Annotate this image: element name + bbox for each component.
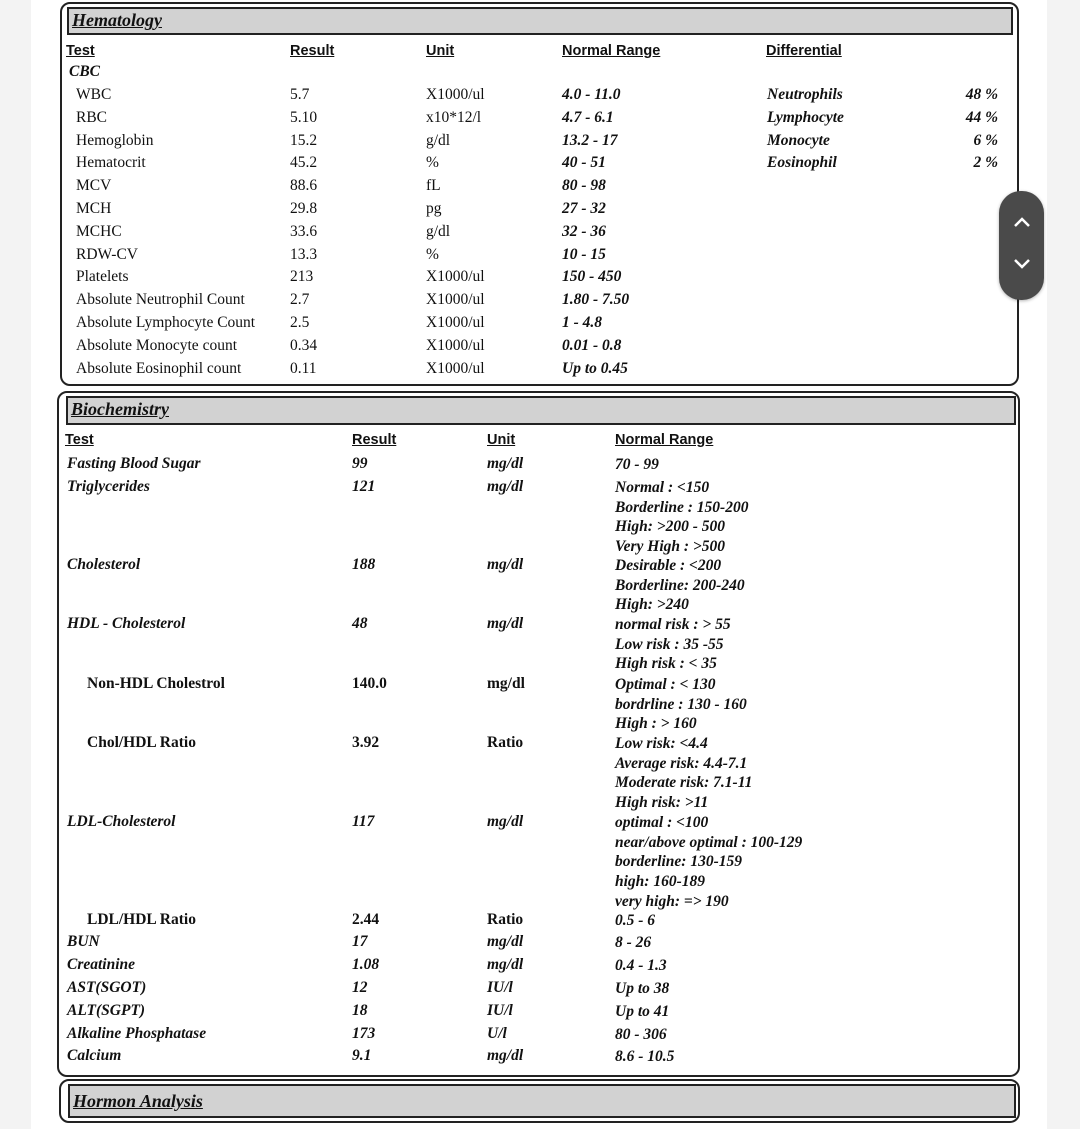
col-unit-header: Unit: [487, 432, 516, 448]
normal-range-line: Borderline : 150-200: [615, 498, 749, 516]
result-value: 17: [352, 933, 368, 950]
normal-range: 27 - 32: [562, 200, 606, 217]
result-value: 121: [352, 478, 376, 495]
unit-value: X1000/ul: [426, 336, 485, 354]
result-value: 12: [352, 979, 368, 996]
normal-range: [615, 956, 667, 976]
normal-range: 13.2 - 17: [562, 131, 618, 149]
test-name: LDL-Cholesterol: [67, 813, 176, 830]
col-range-header: Normal Range: [562, 43, 661, 59]
unit-value: %: [426, 154, 439, 172]
test-name: Absolute Lymphocyte Count: [76, 314, 256, 331]
normal-range-line: 8 - 26: [615, 934, 652, 951]
result-value: 5.7: [290, 86, 310, 103]
normal-range-line: Borderline: 200-240: [615, 576, 745, 594]
unit-value: fL: [426, 177, 441, 195]
result-value: 0.11: [290, 359, 317, 377]
normal-range-line: Up to 41: [615, 1003, 670, 1020]
unit-value: mg/dl: [487, 675, 525, 692]
unit-value: mg/dl: [487, 556, 524, 573]
unit-value: x10*12/l: [426, 108, 482, 126]
result-value: 88.6: [290, 177, 318, 195]
report-page: [31, 0, 1047, 1129]
biochemistry-section: [57, 391, 1020, 1077]
unit-value: Ratio: [487, 734, 524, 751]
normal-range: [615, 455, 659, 475]
normal-range-line: High : > 160: [615, 715, 697, 733]
test-name: MCHC: [76, 222, 122, 240]
test-name: Alkaline Phosphatase: [67, 1025, 207, 1042]
result-value: 15.2: [290, 131, 318, 149]
unit-value: Ratio: [487, 911, 524, 928]
test-name: Cholesterol: [67, 556, 141, 573]
biochemistry-header: [66, 396, 1016, 425]
unit-value: mg/dl: [487, 1047, 524, 1064]
result-value: 1.08: [352, 956, 380, 973]
test-name: HDL - Cholesterol: [67, 615, 186, 632]
unit-value: mg/dl: [487, 615, 524, 632]
normal-range: [615, 813, 802, 912]
differential-value: 6 %: [973, 131, 998, 149]
unit-value: mg/dl: [487, 933, 524, 950]
normal-range: [615, 556, 745, 615]
normal-range: [615, 734, 752, 813]
normal-range-line: 70 - 99: [615, 456, 659, 473]
normal-range-line: High: >200 - 500: [615, 518, 726, 536]
normal-range: [615, 615, 731, 674]
hormon-section: [59, 1079, 1020, 1123]
normal-range-line: Low risk : 35 -55: [615, 635, 724, 653]
normal-range: 4.0 - 11.0: [562, 86, 621, 103]
normal-range: [615, 979, 669, 999]
normal-range: 80 - 98: [562, 177, 606, 195]
test-name: Absolute Monocyte count: [76, 336, 238, 354]
scroll-down-button[interactable]: [999, 237, 1044, 291]
normal-range-line: normal risk : > 55: [615, 616, 731, 633]
scroll-control: [999, 191, 1044, 300]
col-test-header: Test: [66, 43, 95, 59]
test-name: WBC: [76, 86, 112, 103]
test-name: Absolute Neutrophil Count: [76, 291, 245, 309]
unit-value: IU/l: [487, 979, 513, 996]
chevron-up-icon: [1013, 216, 1031, 228]
result-value: 33.6: [290, 222, 318, 240]
differential-name: Eosinophil: [767, 154, 837, 172]
result-value: 2.44: [352, 911, 380, 928]
normal-range-line: near/above optimal : 100-129: [615, 833, 803, 851]
test-name: Calcium: [67, 1047, 122, 1064]
cbc-group-label: CBC: [69, 63, 101, 80]
biochemistry-title: Biochemistry: [71, 399, 169, 419]
test-name: LDL/HDL Ratio: [87, 911, 196, 928]
unit-value: mg/dl: [487, 455, 524, 472]
col-result-header: Result: [290, 43, 335, 59]
unit-value: IU/l: [487, 1002, 513, 1019]
normal-range-line: 80 - 306: [615, 1026, 667, 1043]
col-test-header: Test: [65, 432, 94, 448]
result-value: 173: [352, 1025, 376, 1042]
test-name: Chol/HDL Ratio: [87, 734, 196, 751]
hormon-title: Hormon Analysis: [73, 1091, 203, 1111]
unit-value: X1000/ul: [426, 291, 485, 309]
col-unit-header: Unit: [426, 43, 455, 59]
differential-value: 44 %: [965, 108, 998, 126]
unit-value: pg: [426, 200, 442, 217]
normal-range-line: borderline: 130-159: [615, 853, 743, 871]
normal-range-line: Low risk: <4.4: [615, 735, 708, 752]
result-value: 18: [352, 1002, 368, 1019]
normal-range-line: optimal : <100: [615, 814, 709, 831]
normal-range: 1.80 - 7.50: [562, 291, 630, 309]
result-value: 48: [352, 615, 368, 632]
differential-name: Monocyte: [767, 131, 830, 149]
test-name: MCV: [76, 177, 112, 195]
result-value: 140.0: [352, 675, 387, 692]
unit-value: X1000/ul: [426, 359, 485, 377]
test-name: AST(SGOT): [67, 979, 147, 996]
result-value: 188: [352, 556, 376, 573]
result-value: 13.3: [290, 245, 318, 263]
result-value: 117: [352, 813, 375, 830]
differential-name: Neutrophils: [767, 86, 843, 103]
normal-range: 1 - 4.8: [562, 314, 603, 331]
hematology-header: [67, 7, 1013, 35]
unit-value: g/dl: [426, 222, 451, 240]
test-name: Absolute Eosinophil count: [76, 359, 242, 377]
normal-range-line: 0.4 - 1.3: [615, 957, 667, 974]
normal-range: [615, 1002, 669, 1022]
hormon-header: [68, 1084, 1016, 1118]
normal-range-line: high: 160-189: [615, 873, 705, 891]
unit-value: X1000/ul: [426, 268, 485, 286]
test-name: BUN: [67, 933, 100, 950]
test-name: Hemoglobin: [76, 131, 154, 149]
normal-range: [615, 478, 748, 557]
result-value: 5.10: [290, 108, 318, 126]
differential-value: 2 %: [973, 154, 998, 172]
normal-range: [615, 911, 655, 931]
result-value: 99: [352, 455, 368, 472]
hematology-section: [60, 2, 1019, 386]
normal-range-line: Average risk: 4.4-7.1: [615, 754, 748, 772]
differential-name: Lymphocyte: [767, 108, 844, 126]
normal-range-line: 8.6 - 10.5: [615, 1048, 675, 1065]
normal-range: [615, 675, 747, 734]
test-name: ALT(SGPT): [67, 1002, 146, 1019]
result-value: 0.34: [290, 336, 318, 354]
normal-range-line: Moderate risk: 7.1-11: [615, 774, 753, 792]
result-value: 29.8: [290, 200, 318, 217]
normal-range-line: High risk: >11: [615, 794, 709, 812]
normal-range: 40 - 51: [562, 154, 606, 172]
result-value: 2.5: [290, 314, 310, 331]
unit-value: %: [426, 245, 439, 263]
normal-range-line: Desirable : <200: [615, 557, 722, 574]
test-name: MCH: [76, 200, 112, 217]
result-value: 3.92: [352, 734, 380, 751]
result-value: 45.2: [290, 154, 318, 172]
normal-range: 0.01 - 0.8: [562, 336, 622, 354]
result-value: 2.7: [290, 291, 310, 309]
normal-range-line: Optimal : < 130: [615, 676, 716, 693]
normal-range-line: High: >240: [615, 596, 689, 614]
test-name: Creatinine: [67, 956, 136, 973]
normal-range-line: Up to 38: [615, 980, 670, 997]
unit-value: mg/dl: [487, 956, 524, 973]
unit-value: U/l: [487, 1025, 507, 1042]
col-differential-header: Differential: [766, 43, 842, 59]
chevron-down-icon: [1013, 258, 1031, 270]
normal-range: [615, 1047, 674, 1067]
col-result-header: Result: [352, 432, 397, 448]
unit-value: g/dl: [426, 131, 451, 149]
unit-value: X1000/ul: [426, 314, 485, 331]
normal-range-line: High risk : < 35: [615, 655, 717, 673]
test-name: Platelets: [76, 268, 129, 286]
unit-value: mg/dl: [487, 813, 524, 830]
col-range-header: Normal Range: [615, 432, 714, 448]
test-name: Non-HDL Cholestrol: [87, 675, 225, 692]
result-value: 9.1: [352, 1047, 372, 1064]
test-name: RDW-CV: [76, 245, 138, 263]
normal-range-line: Normal : <150: [615, 479, 710, 496]
test-name: Hematocrit: [76, 154, 146, 172]
test-name: Triglycerides: [67, 478, 150, 495]
normal-range: 150 - 450: [562, 268, 622, 286]
differential-value: 48 %: [965, 86, 998, 103]
test-name: RBC: [76, 108, 108, 126]
normal-range-line: bordrline : 130 - 160: [615, 695, 747, 713]
unit-value: mg/dl: [487, 478, 524, 495]
normal-range-line: very high: => 190: [615, 892, 729, 910]
hematology-title: Hematology: [72, 10, 162, 30]
normal-range: [615, 1025, 667, 1045]
normal-range: [615, 933, 651, 953]
unit-value: X1000/ul: [426, 86, 485, 103]
test-name: Fasting Blood Sugar: [67, 455, 201, 472]
result-value: 213: [290, 268, 314, 286]
normal-range: 32 - 36: [562, 222, 606, 240]
normal-range: 10 - 15: [562, 245, 606, 263]
normal-range: 4.7 - 6.1: [562, 108, 614, 126]
normal-range-line: 0.5 - 6: [615, 912, 656, 929]
normal-range-line: Very High : >500: [615, 538, 726, 556]
normal-range: Up to 0.45: [562, 359, 628, 377]
